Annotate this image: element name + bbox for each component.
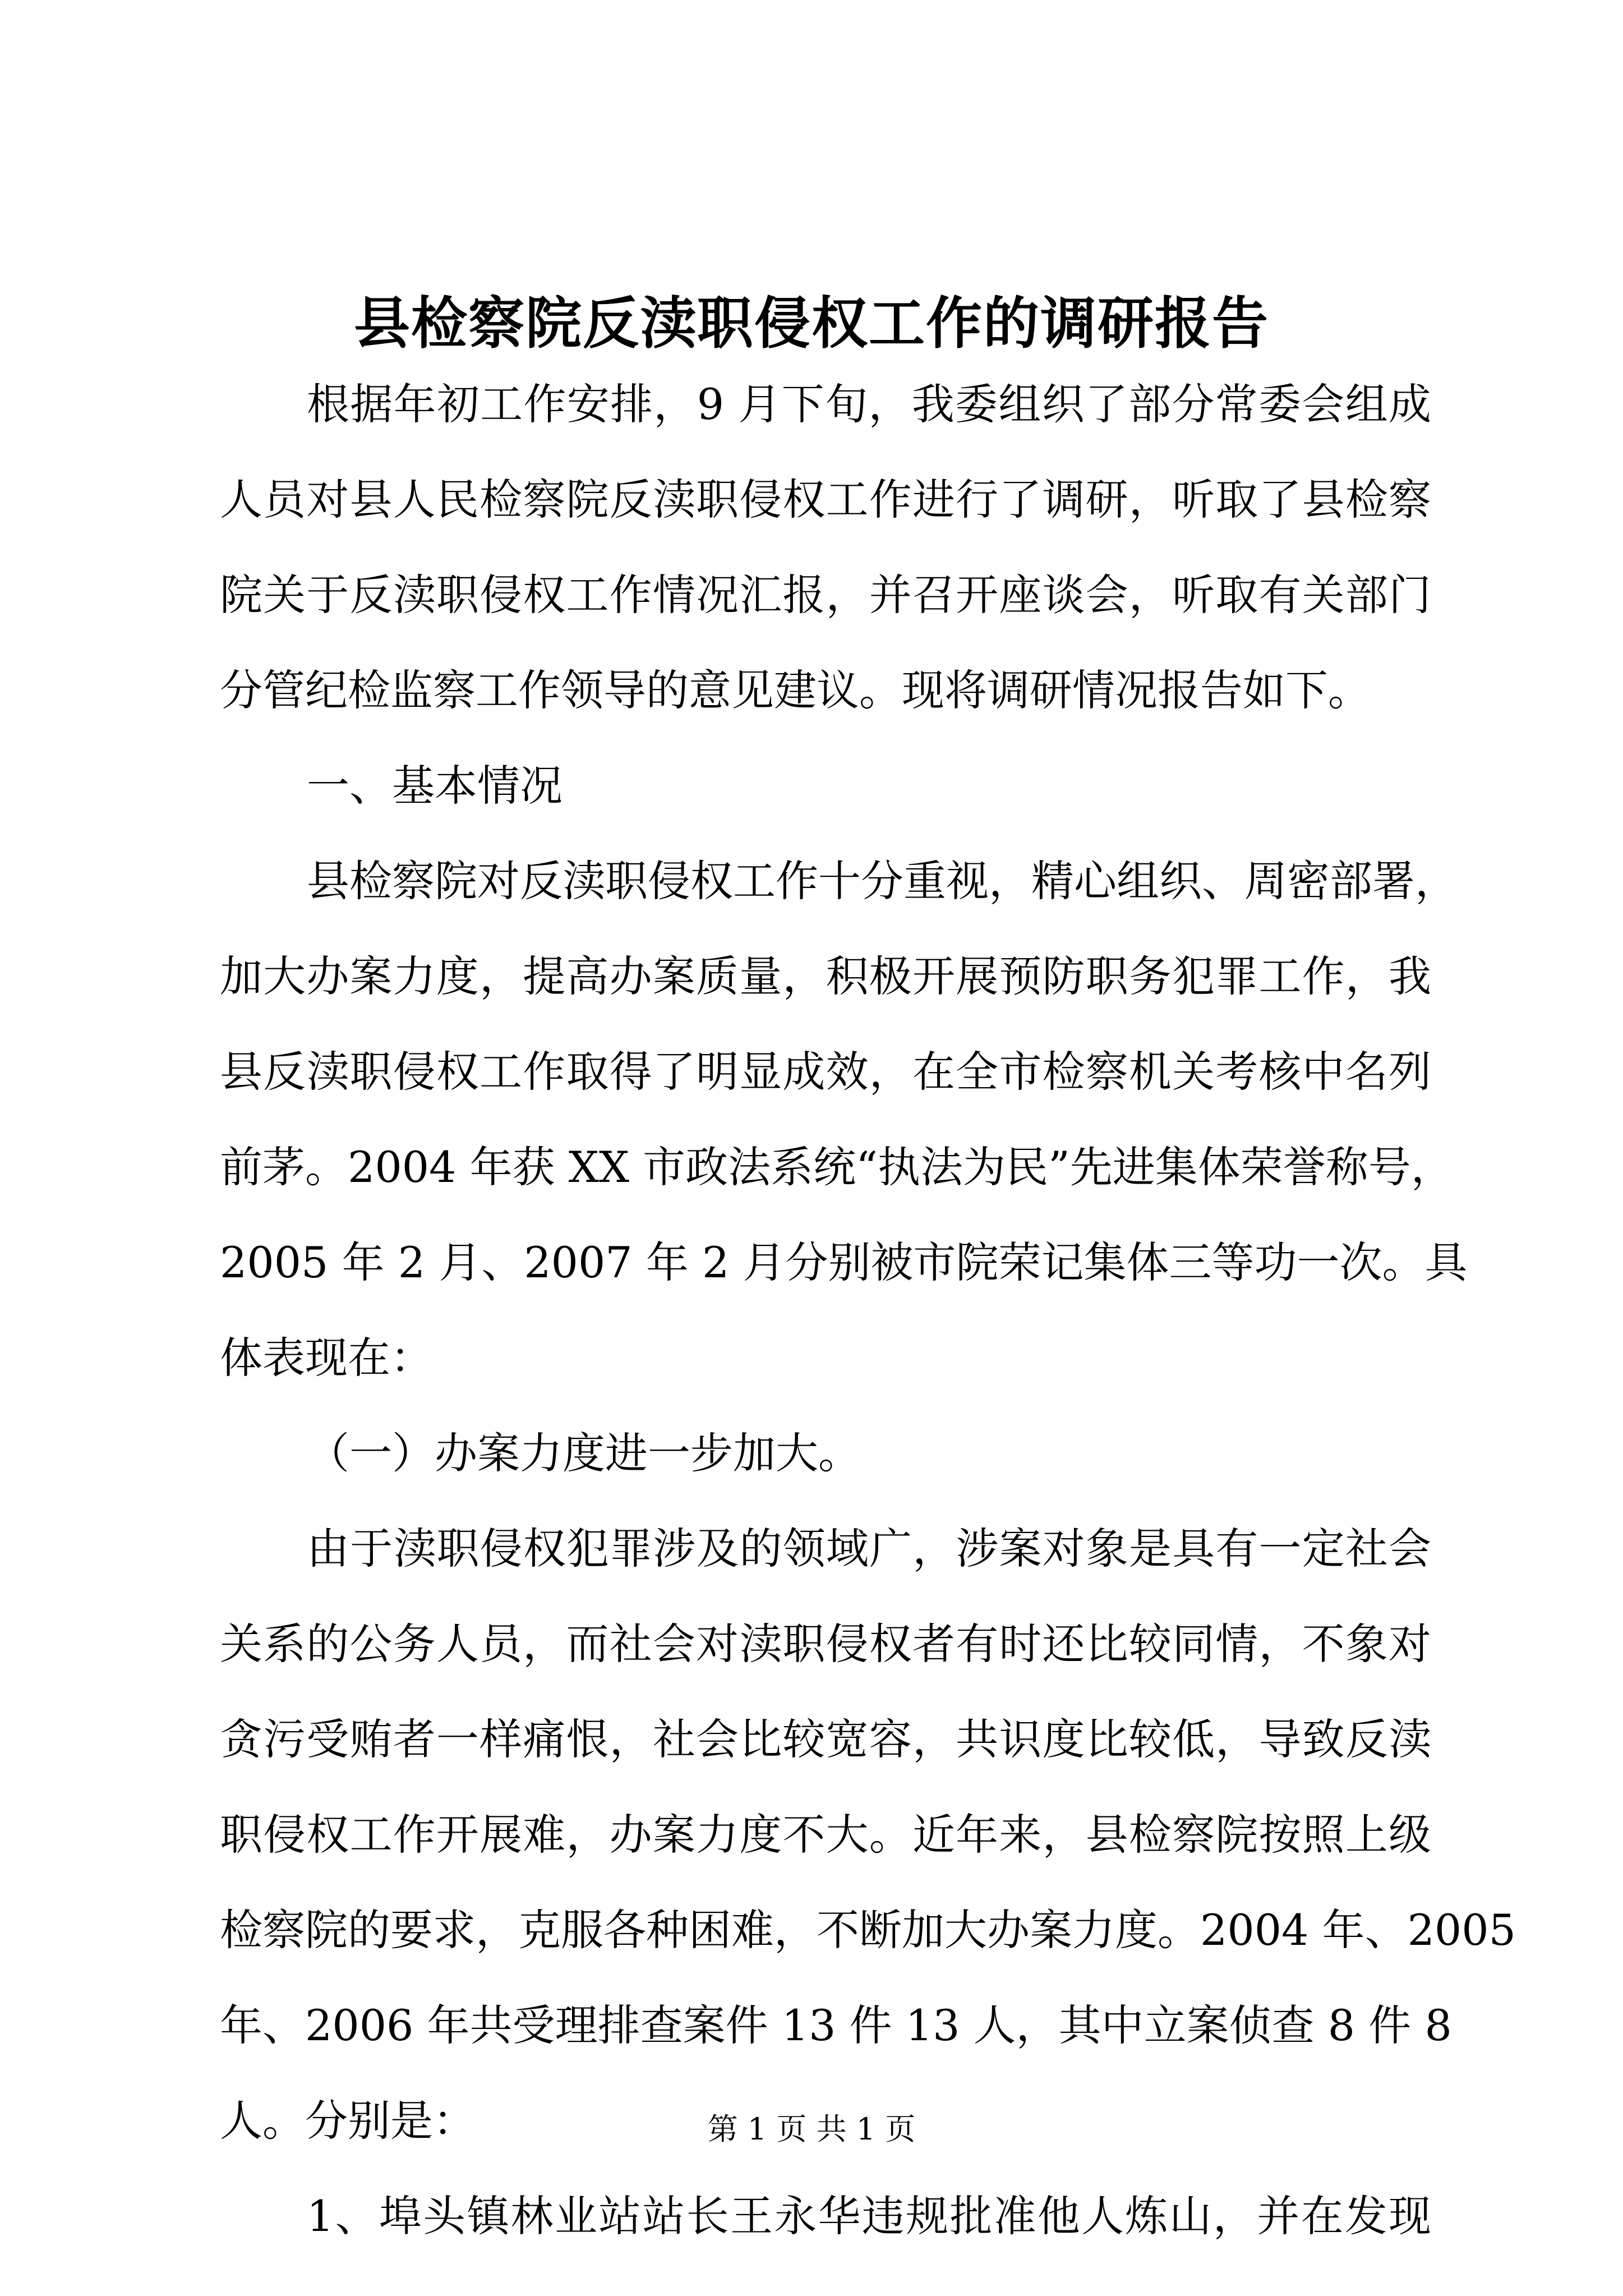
subsection-heading: （一）办案力度进一步加大。: [307, 1428, 861, 1478]
paragraph-line: 县反渎职侵权工作取得了明显成效，在全市检察机关考核中名列: [220, 1047, 1431, 1097]
paragraph-line: 年、2006 年共受理排查案件 13 件 13 人，其中立案侦查 8 件 8: [220, 2000, 1452, 2050]
paragraph-line: 体表现在：: [220, 1333, 433, 1383]
paragraph-line: 院关于反渎职侵权工作情况汇报，并召开座谈会，听取有关部门: [220, 570, 1431, 620]
paragraph-line: 检察院的要求，克服各种困难，不断加大办案力度。2004 年、2005: [220, 1905, 1516, 1955]
paragraph-line: 前茅。2004 年获 XX 市政法系统“执法为民”先进集体荣誉称号，: [220, 1142, 1454, 1192]
page-footer: 第 1 页 共 1 页: [707, 2111, 916, 2147]
paragraph-line: 人员对县人民检察院反渎职侵权工作进行了调研，听取了县检察: [220, 475, 1431, 524]
paragraph-line: 贪污受贿者一样痛恨，社会比较宽容，共识度比较低，导致反渎: [220, 1714, 1431, 1764]
section-heading: 一、基本情况: [307, 761, 562, 811]
document-title: 县检察院反渎职侵权工作的调研报告: [354, 290, 1269, 356]
paragraph-line: 职侵权工作开展难，办案力度不大。近年来，县检察院按照上级: [220, 1810, 1431, 1860]
paragraph-line: 加大办案力度，提高办案质量，积极开展预防职务犯罪工作，我: [220, 951, 1431, 1001]
paragraph-line: 根据年初工作安排，9 月下旬，我委组织了部分常委会组成: [307, 379, 1431, 429]
paragraph-line: 1、埠头镇林业站站长王永华违规批准他人炼山，并在发现: [307, 2191, 1431, 2241]
paragraph-line: 关系的公务人员，而社会对渎职侵权者有时还比较同情，不象对: [220, 1619, 1431, 1669]
paragraph-line: 分管纪检监察工作领导的意见建议。现将调研情况报告如下。: [220, 665, 1371, 715]
paragraph-line: 县检察院对反渎职侵权工作十分重视，精心组织、周密部署，: [307, 856, 1458, 906]
paragraph-line: 人。分别是：: [220, 2096, 476, 2146]
paragraph-line: 由于渎职侵权犯罪涉及的领域广，涉案对象是具有一定社会: [307, 1524, 1431, 1573]
paragraph-line: 2005 年 2 月、2007 年 2 月分别被市院荣记集体三等功一次。具: [220, 1237, 1468, 1287]
